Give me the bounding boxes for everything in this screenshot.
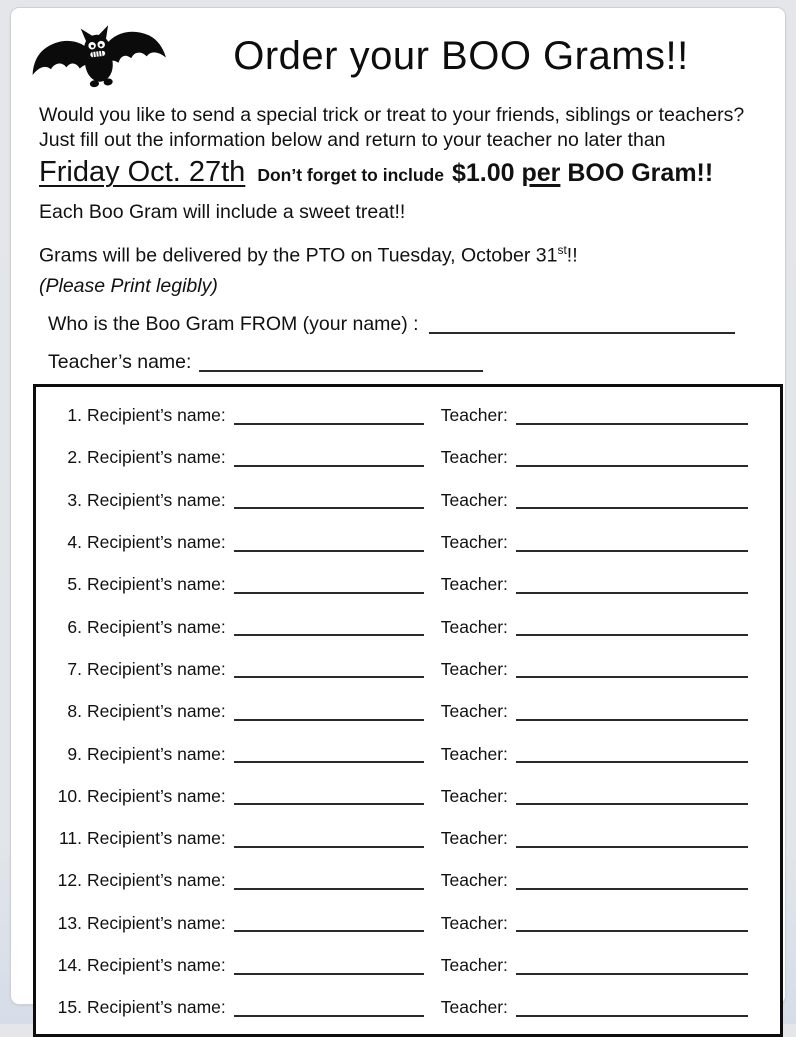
recipient-label: Recipient’s name: (87, 574, 226, 595)
row-number: 6. (67, 616, 82, 637)
recipient-label: Recipient’s name: (87, 616, 226, 637)
recipient-name-blank (234, 846, 424, 848)
row-number: 2. (67, 447, 82, 468)
bat-icon (29, 15, 167, 97)
recipient-name-blank (234, 803, 424, 805)
recipient-name-blank (234, 973, 424, 975)
teacher-label: Teacher: (440, 785, 508, 806)
teacher-blank (516, 930, 748, 932)
order-row (36, 987, 780, 1029)
teacher-label: Teacher: (440, 532, 508, 553)
row-number: 7. (67, 658, 82, 679)
recipient-name-blank (234, 888, 424, 890)
recipient-label: Recipient’s name: (87, 532, 226, 553)
row-number: 5. (67, 574, 82, 595)
row-number: 10. (57, 785, 82, 806)
order-row (36, 564, 780, 606)
order-row (36, 395, 780, 437)
teacher-label: Teacher: (440, 658, 508, 679)
deadline-line (39, 156, 761, 189)
price-amount: $1.00 (451, 159, 515, 187)
row-number: 12. (57, 870, 82, 891)
intro-paragraph (39, 103, 761, 153)
teacher-label: Teacher: (440, 870, 508, 891)
teacher-label: Teacher: (440, 574, 508, 595)
delivery-suffix: !! (566, 244, 578, 267)
teacher-label: Teacher: (440, 447, 508, 468)
teacher-blank (516, 507, 748, 509)
recipient-label: Recipient’s name: (87, 743, 226, 764)
recipient-name-blank (234, 930, 424, 932)
teacher-blank (516, 803, 748, 805)
from-label: Who is the Boo Gram FROM (your name) : (48, 312, 419, 335)
row-number: 8. (67, 701, 82, 722)
row-number: 11. (58, 828, 82, 849)
order-row (36, 648, 780, 690)
recipient-label: Recipient’s name: (87, 828, 226, 849)
intro-line-2: Just fill out the information below and return to your teacher no later than (39, 129, 666, 151)
recipient-label: Recipient’s name: (87, 489, 226, 510)
delivery-superscript: st (557, 243, 567, 257)
recipient-label: Recipient’s name: (87, 447, 226, 468)
order-row (36, 606, 780, 648)
teacher-blank (516, 550, 748, 552)
teacher-label: Teacher: (440, 743, 508, 764)
recipient-label: Recipient’s name: (87, 701, 226, 722)
row-number: 3. (67, 489, 82, 510)
row-number: 15. (57, 997, 82, 1018)
row-number: 1. (67, 405, 82, 426)
teacher-label: Teacher: (440, 489, 508, 510)
delivery-note (39, 243, 761, 268)
order-row (36, 437, 780, 479)
recipient-name-blank (234, 634, 424, 636)
treat-note: Each Boo Gram will include a sweet treat!! (39, 201, 406, 223)
teacher-blank (516, 634, 748, 636)
page-title: Order your BOO Grams!! (233, 33, 689, 78)
recipient-name-blank (234, 423, 424, 425)
recipient-label: Recipient’s name: (87, 912, 226, 933)
teacher-label: Teacher: (440, 405, 508, 426)
recipient-name-blank (234, 507, 424, 509)
teacher-blank (516, 592, 748, 594)
teacher-label: Teacher: (440, 912, 508, 933)
deadline-date: Friday Oct. 27th (39, 156, 246, 188)
recipient-name-blank (234, 761, 424, 763)
teacher-blank (516, 761, 748, 763)
order-row (36, 775, 780, 817)
order-row (36, 521, 780, 563)
order-row (36, 691, 780, 733)
teacher-label: Teacher: (440, 701, 508, 722)
recipient-label: Recipient’s name: (87, 658, 226, 679)
recipient-name-blank (234, 676, 424, 678)
order-row (36, 817, 780, 859)
teacher-name-line (39, 351, 761, 374)
row-number: 14. (57, 955, 82, 975)
order-row (36, 944, 780, 986)
recipient-name-blank (234, 550, 424, 552)
teacher-blank (516, 676, 748, 678)
order-list (33, 384, 783, 1037)
from-line (39, 313, 761, 336)
teacher-blank (516, 423, 748, 425)
recipient-name-blank (234, 719, 424, 721)
teacher-name-label: Teacher’s name: (48, 350, 192, 373)
print-legibly-note: (Please Print legibly) (39, 274, 218, 297)
teacher-blank (516, 973, 748, 975)
form-page (11, 8, 785, 1018)
teacher-label: Teacher: (440, 616, 508, 637)
teacher-label: Teacher: (440, 828, 508, 849)
teacher-label: Teacher: (440, 997, 508, 1018)
price-after: BOO Gram!! (567, 159, 714, 187)
order-row (36, 860, 780, 902)
teacher-blank (516, 846, 748, 848)
recipient-label: Recipient’s name: (87, 870, 226, 891)
recipient-label: Recipient’s name: (87, 955, 226, 975)
teacher-blank (516, 1015, 748, 1017)
row-number: 9. (67, 743, 82, 764)
form-header (39, 14, 761, 98)
price-text (452, 159, 713, 188)
from-name-blank (429, 332, 735, 334)
recipient-name-blank (234, 592, 424, 594)
price-per-word: per (521, 159, 561, 187)
order-row (36, 733, 780, 775)
recipient-label: Recipient’s name: (87, 785, 226, 806)
teacher-blank (516, 888, 748, 890)
teacher-blank (516, 465, 748, 467)
row-number: 13. (57, 912, 82, 933)
intro-line-1: Would you like to send a special trick or treat to your friends, siblings or teachers? (39, 104, 745, 126)
order-row (36, 902, 780, 944)
recipient-name-blank (234, 465, 424, 467)
row-number: 4. (67, 532, 82, 553)
recipient-name-blank (234, 1015, 424, 1017)
teacher-name-blank (199, 370, 483, 372)
recipient-label: Recipient’s name: (87, 405, 226, 426)
order-row (36, 479, 780, 521)
teacher-label: Teacher: (440, 955, 508, 975)
deadline-reminder: Don’t forget to include (257, 165, 444, 185)
recipient-label: Recipient’s name: (87, 997, 226, 1018)
delivery-text: Grams will be delivered by the PTO on Tuesday, October 31 (39, 244, 558, 267)
teacher-blank (516, 719, 748, 721)
